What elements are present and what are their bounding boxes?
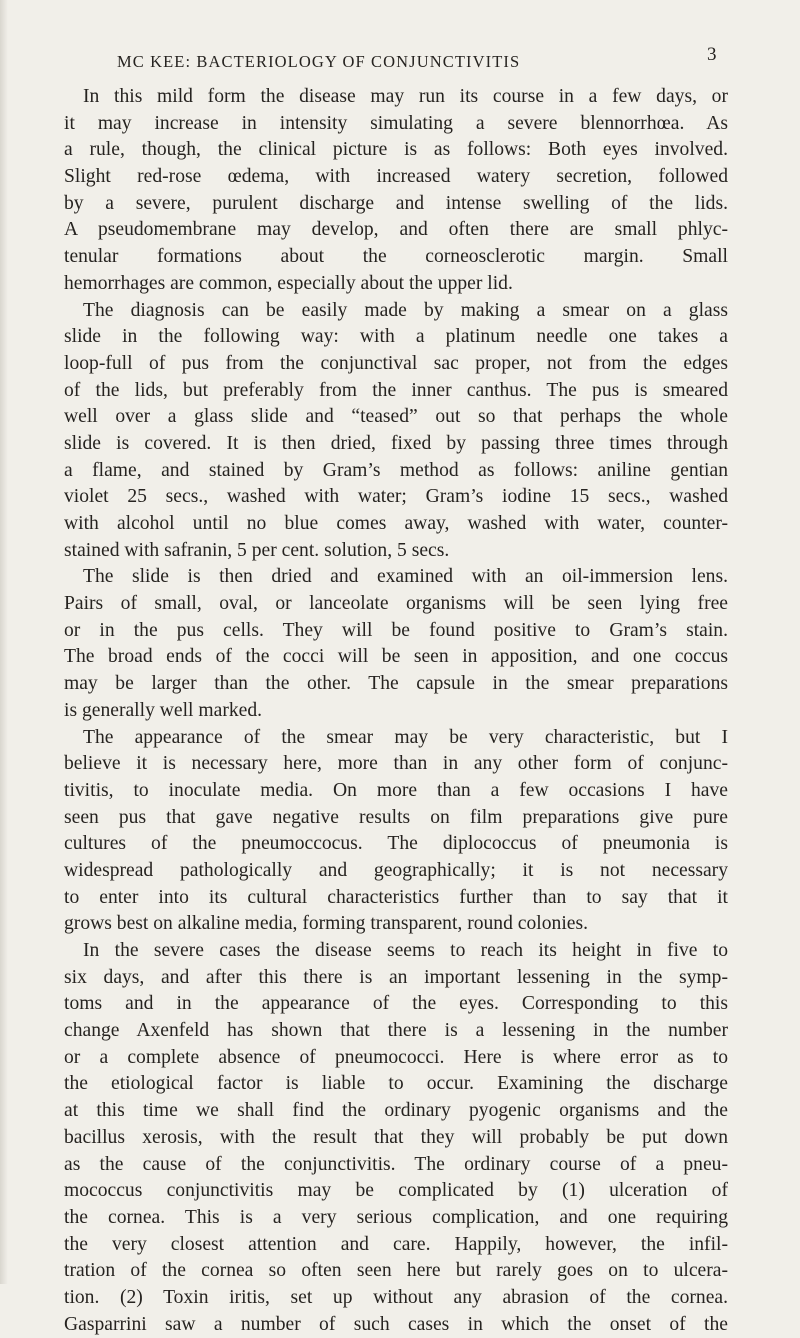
text-line: is generally well marked.	[64, 699, 263, 721]
text-line: violet 25 secs., washed with water; Gram’s iodine 15 secs., washed	[64, 486, 728, 508]
text-line: widespread pathologically and geographically; it is not necessary	[64, 859, 728, 881]
text-line: stained with safranin, 5 per cent. solution, 5 secs.	[64, 539, 450, 561]
text-line: Gasparrini saw a number of such cases in which the onset of the	[64, 1313, 728, 1335]
page-edge-shadow	[0, 0, 8, 1284]
page-number: 3	[707, 44, 717, 65]
text-line: well over a glass slide and “teased” out so that perhaps the whole	[64, 406, 728, 428]
text-line: In this mild form the disease may run its course in a few days, or	[83, 86, 728, 107]
text-line: a flame, and stained by Gram’s method as follows: aniline gentian	[64, 459, 728, 481]
text-line: to enter into its cultural characteristics further than to say that it	[64, 886, 728, 908]
text-line: tivitis, to inoculate media. On more than a few occasions I have	[64, 779, 728, 801]
text-line: A pseudomembrane may develop, and often there are small phlyc-	[64, 219, 728, 241]
text-line: In the severe cases the disease seems to reach its height in five to	[83, 940, 728, 961]
text-line: six days, and after this there is an important lessening in the symp-	[64, 966, 728, 988]
text-line: The appearance of the smear may be very characteristic, but I	[83, 726, 728, 748]
text-line: at this time we shall find the ordinary pyogenic organisms and the	[64, 1100, 728, 1122]
running-head	[0, 44, 800, 78]
text-line: tration of the cornea so often seen here but rarely goes on to ulcera-	[64, 1260, 728, 1282]
text-line: the very closest attention and care. Happily, however, the infil-	[64, 1233, 728, 1255]
text-line: the etiological factor is liable to occur. Examining the discharge	[64, 1073, 728, 1095]
text-line: or a complete absence of pneumococci. Here is where error as to	[64, 1046, 728, 1068]
text-line: by a severe, purulent discharge and intense swelling of the lids.	[64, 192, 728, 214]
text-line: cultures of the pneumoccocus. The diplococcus of pneumonia is	[64, 833, 728, 855]
text-line: loop-full of pus from the conjunctival sac proper, not from the edges	[64, 352, 728, 374]
text-line: The broad ends of the cocci will be seen in apposition, and one coccus	[64, 646, 728, 668]
text-line: of the lids, but preferably from the inner canthus. The pus is smeared	[64, 379, 728, 401]
text-line: tion. (2) Toxin iritis, set up without any abrasion of the cornea.	[64, 1286, 728, 1308]
text-line: grows best on alkaline media, forming transparent, round colonies.	[64, 913, 588, 935]
text-line: Pairs of small, oval, or lanceolate organisms will be seen lying free	[64, 593, 728, 615]
running-title: MC KEE: BACTERIOLOGY OF CONJUNCTIVITIS	[117, 52, 521, 71]
text-line: bacillus xerosis, with the result that they will probably be put down	[64, 1126, 728, 1148]
text-line: hemorrhages are common, especially about the upper lid.	[64, 272, 513, 294]
text-line: the cornea. This is a very serious complication, and one requiring	[64, 1206, 728, 1228]
text-line: mococcus conjunctivitis may be complicated by (1) ulceration of	[64, 1180, 728, 1202]
text-line: The diagnosis can be easily made by making a smear on a glass	[83, 299, 728, 321]
text-line: with alcohol until no blue comes away, washed with water, counter-	[64, 513, 728, 534]
text-line: as the cause of the conjunctivitis. The ordinary course of a pneu-	[64, 1153, 728, 1175]
text-line: Slight red-rose œdema, with increased watery secretion, followed	[64, 166, 728, 188]
text-line: may be larger than the other. The capsule in the smear preparations	[64, 673, 728, 695]
text-line: change Axenfeld has shown that there is a lessening in the number	[64, 1020, 728, 1042]
text-line: it may increase in intensity simulating a severe blennorrhœa. As	[64, 112, 728, 134]
text-line: slide is covered. It is then dried, fixed by passing three times through	[64, 432, 728, 454]
text-line: or in the pus cells. They will be found positive to Gram’s stain.	[64, 619, 728, 641]
text-line: a rule, though, the clinical picture is as follows: Both eyes involved.	[64, 139, 728, 161]
text-line: seen pus that gave negative results on film preparations give pure	[64, 806, 728, 828]
text-line: tenular formations about the corneosclerotic margin. Small	[64, 246, 728, 268]
text-line: toms and in the appearance of the eyes. Corresponding to this	[64, 993, 728, 1015]
text-line: slide in the following way: with a platinum needle one takes a	[64, 326, 728, 348]
text-line: The slide is then dried and examined with an oil-immersion lens.	[83, 566, 728, 588]
body-text	[64, 84, 728, 1338]
text-line: believe it is necessary here, more than in any other form of conjunc-	[64, 753, 728, 775]
